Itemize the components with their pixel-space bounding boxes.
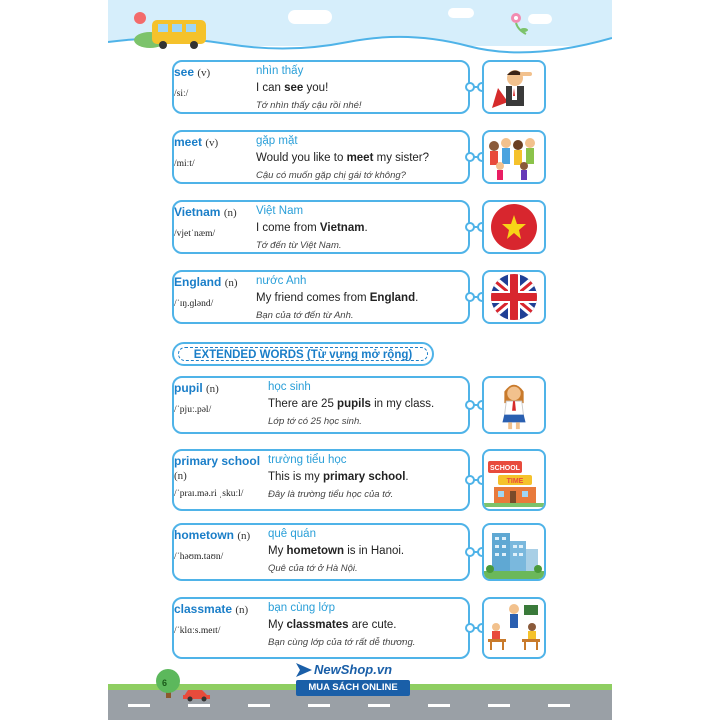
vocab-word <box>174 205 237 219</box>
example-keyword: meet <box>346 152 374 164</box>
pronunciation: /ˈpjuː.pəl/ <box>174 405 212 415</box>
connector-dot <box>465 475 475 485</box>
pronunciation: /ˈpraɪ.mə.ri ˌskuːl/ <box>174 489 244 499</box>
example-text: I can <box>256 82 285 94</box>
example-text: you! <box>303 82 329 94</box>
pronunciation: /siː/ <box>174 89 189 99</box>
book-page <box>108 0 612 720</box>
pronunciation: /miːt/ <box>174 159 195 169</box>
example-translation: Tớ nhìn thấy cậu rồi nhé! <box>256 100 362 111</box>
example-sentence <box>256 82 328 94</box>
word-text: Vietnam <box>174 205 221 219</box>
example-text: is in Hanoi. <box>344 545 405 557</box>
example-translation: Tớ đến từ Việt Nam. <box>256 240 342 251</box>
word-text: England <box>174 275 222 289</box>
brand-name: NewShop.vn <box>314 662 393 677</box>
uk-flag-picture <box>482 270 546 324</box>
example-translation: Bạn của tớ đến từ Anh. <box>256 310 354 321</box>
connector-dot <box>465 152 475 162</box>
example-text: My friend comes from <box>256 292 370 304</box>
vocab-word <box>174 528 250 542</box>
example-text: my sister? <box>373 152 430 164</box>
example-text: My <box>268 545 287 557</box>
example-text: Would you like to <box>256 152 347 164</box>
road-marking <box>248 704 270 707</box>
connector-dot <box>465 222 475 232</box>
pronunciation: /vjetˈnæm/ <box>174 229 216 239</box>
example-keyword: classmates <box>286 619 349 631</box>
example-text: This is my <box>268 471 323 483</box>
part-of-speech: (n) <box>206 383 219 395</box>
vietnamese-meaning: Việt Nam <box>256 205 304 217</box>
part-of-speech: (n) <box>237 530 251 542</box>
example-text: My <box>268 619 287 631</box>
example-text: . <box>364 222 368 234</box>
example-text: in my class. <box>370 398 435 410</box>
school-building-picture <box>482 449 546 511</box>
example-text: are cute. <box>348 619 397 631</box>
road-marking <box>308 704 330 707</box>
classroom-scene-icon <box>484 599 544 657</box>
schoolgirl-picture <box>482 376 546 434</box>
word-text: pupil <box>174 381 203 395</box>
word-text: primary school <box>174 454 261 468</box>
extended-words-title: EXTENDED WORDS (Từ vựng mở rộng) <box>193 349 413 361</box>
city-buildings-icon <box>484 525 544 579</box>
word-text: hometown <box>174 528 234 542</box>
vocab-word <box>174 65 210 79</box>
example-translation: Bạn cùng lớp của tớ rất dễ thương. <box>268 637 416 648</box>
brand-arrow-icon <box>294 660 314 680</box>
road-marking <box>548 704 570 707</box>
example-text: There are 25 <box>268 398 338 410</box>
vocab-word <box>174 602 248 616</box>
example-sentence <box>256 152 429 164</box>
part-of-speech: (n) <box>224 277 238 289</box>
example-keyword: Vietnam <box>319 222 365 234</box>
vocab-word <box>174 381 219 395</box>
page-number: 6 <box>162 678 168 688</box>
group-of-children-picture <box>482 130 546 184</box>
pronunciation: /ˈɪŋ.ɡlənd/ <box>174 299 214 309</box>
part-of-speech: (n) <box>223 207 237 219</box>
example-keyword: primary school <box>322 471 406 483</box>
example-sentence <box>268 398 434 410</box>
city-buildings-picture <box>482 523 546 581</box>
connector-dot <box>465 623 475 633</box>
svg-text:SCHOOL: SCHOOL <box>490 465 520 472</box>
example-text: I come from <box>256 222 320 234</box>
road-marking <box>368 704 390 707</box>
road-marking <box>488 704 510 707</box>
part-of-speech: (n) <box>174 470 187 482</box>
example-translation: Cậu có muốn gặp chị gái tớ không? <box>256 170 406 181</box>
brand-logo <box>294 660 414 680</box>
example-text: . <box>415 292 419 304</box>
vietnam-flag-picture <box>482 200 546 254</box>
connector-dot <box>465 547 475 557</box>
vietnamese-meaning: trường tiểu học <box>268 454 347 466</box>
example-translation: Quê của tớ ở Hà Nội. <box>268 563 358 574</box>
example-translation: Đây là trường tiểu học của tớ. <box>268 489 394 500</box>
vietnamese-meaning: nhìn thấy <box>256 65 304 77</box>
word-text: see <box>174 65 195 79</box>
example-sentence <box>268 619 397 631</box>
vietnam-flag-icon <box>484 202 544 252</box>
example-keyword: England <box>369 292 416 304</box>
school-bus-icon <box>130 8 210 50</box>
connector-dot <box>465 400 475 410</box>
cloud-icon <box>288 10 332 24</box>
uk-flag-icon <box>484 272 544 322</box>
flower-icon <box>504 8 534 38</box>
part-of-speech: (v) <box>197 67 211 79</box>
example-keyword: pupils <box>337 398 371 410</box>
example-sentence <box>268 471 409 483</box>
vocab-word <box>174 135 218 149</box>
example-sentence <box>268 545 404 557</box>
vietnamese-meaning: gặp mặt <box>256 135 298 147</box>
vocab-word <box>174 275 238 289</box>
vietnamese-meaning: nước Anh <box>256 275 307 287</box>
example-text: . <box>405 471 409 483</box>
group-of-children-icon <box>484 132 544 182</box>
svg-text:TIME: TIME <box>506 478 524 485</box>
connector-dot <box>465 82 475 92</box>
part-of-speech: (v) <box>205 137 219 149</box>
road-marking <box>188 704 210 707</box>
extended-words-banner <box>172 342 434 366</box>
vietnamese-meaning: quê quán <box>268 528 316 540</box>
school-building-icon <box>484 451 544 509</box>
example-sentence <box>256 292 418 304</box>
vietnamese-meaning: học sinh <box>268 381 311 393</box>
word-text: meet <box>174 135 203 149</box>
vietnamese-meaning: bạn cùng lớp <box>268 602 336 614</box>
tree-icon <box>152 668 186 700</box>
connector-dot <box>465 292 475 302</box>
road-marking <box>428 704 450 707</box>
cloud-icon <box>448 8 474 18</box>
superhero-boy-picture <box>482 60 546 114</box>
example-sentence <box>256 222 368 234</box>
example-keyword: see <box>284 82 304 94</box>
pronunciation: /ˈklɑːs.meɪt/ <box>174 626 221 636</box>
vocab-word <box>174 454 260 482</box>
classroom-scene-picture <box>482 597 546 659</box>
road-marking <box>128 704 150 707</box>
superhero-boy-icon <box>484 62 544 112</box>
brand-tagline: MUA SÁCH ONLINE <box>296 680 410 696</box>
schoolgirl-icon <box>484 378 544 432</box>
example-translation: Lớp tớ có 25 học sinh. <box>268 416 362 427</box>
pronunciation: /ˈhəʊm.taʊn/ <box>174 552 224 562</box>
word-text: classmate <box>174 602 233 616</box>
part-of-speech: (n) <box>235 604 249 616</box>
car-icon <box>182 686 212 702</box>
example-keyword: hometown <box>286 545 345 557</box>
